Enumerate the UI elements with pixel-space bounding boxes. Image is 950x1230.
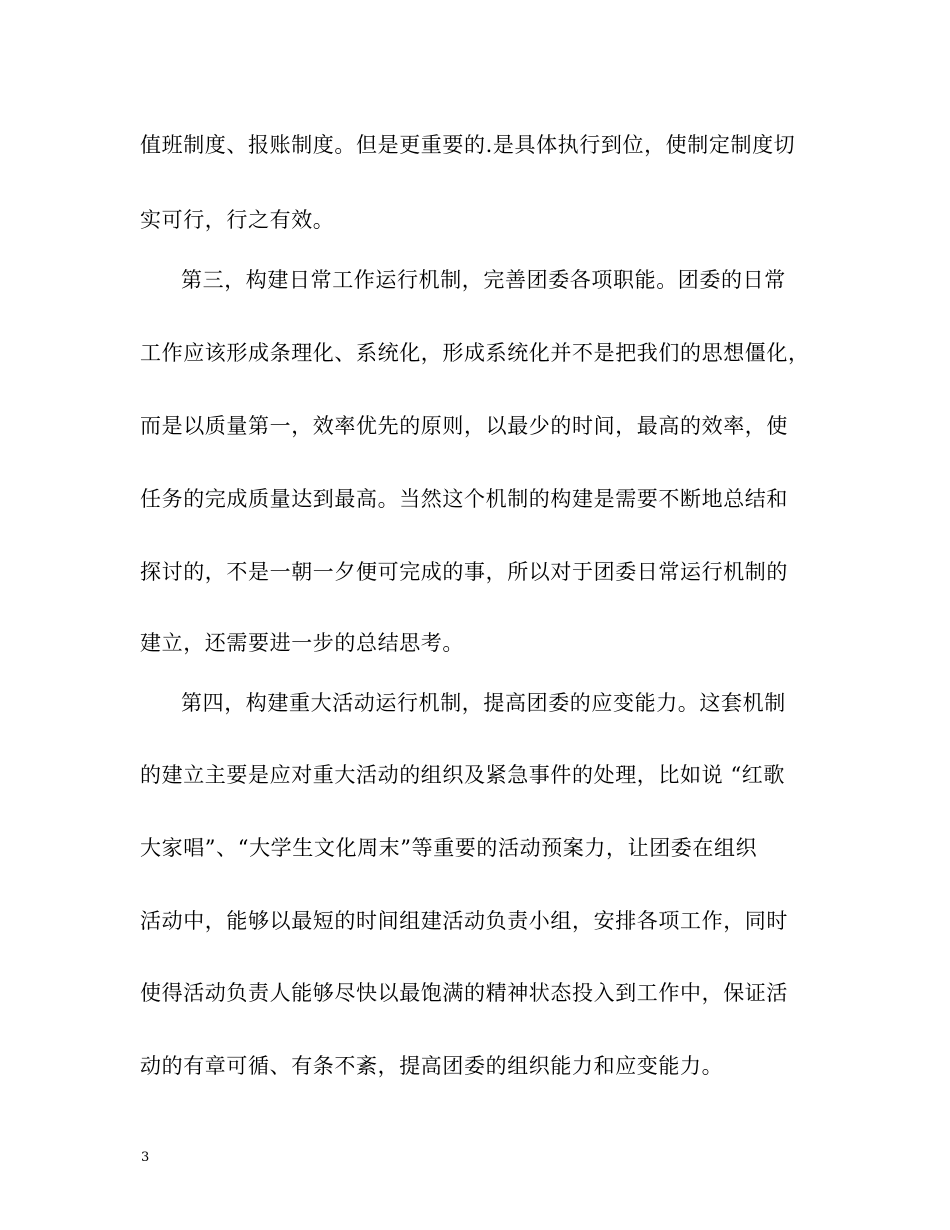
paragraph-line: 而是以质量第一，效率优先的原则，以最少的时间，最高的效率，使 <box>140 414 788 438</box>
paragraph-line: 第四，构建重大活动运行机制，提高团委的应变能力。这套机制 <box>181 691 786 715</box>
paragraph-line: 工作应该形成条理化、系统化，形成系统化并不是把我们的思想僵化， <box>140 341 810 365</box>
paragraph-line: 动的有章可循、有条不紊，提高团委的组织能力和应变能力。 <box>140 1054 724 1078</box>
paragraph-line: 第三，构建日常工作运行机制，完善团委各项职能。团委的日常 <box>181 268 786 292</box>
paragraph-line: 任务的完成质量达到最高。当然这个机制的构建是需要不断地总结和 <box>140 487 788 511</box>
paragraph-line: 探讨的，不是一朝一夕便可完成的事，所以对于团委日常运行机制的 <box>140 560 788 584</box>
paragraph-line: 值班制度、报账制度。但是更重要的.是具体执行到位，使制定制度切 <box>140 133 796 157</box>
paragraph-line: 大家唱”、“大学生文化周末”等重要的活动预案力，让团委在组织 <box>140 836 758 860</box>
paragraph-line: 的建立主要是应对重大活动的组织及紧急事件的处理，比如说 “红歌 <box>140 763 786 787</box>
paragraph-line: 建立，还需要进一步的总结思考。 <box>140 631 464 655</box>
paragraph-line: 实可行，行之有效。 <box>140 208 335 232</box>
paragraph-line: 使得活动负责人能够尽快以最饱满的精神状态投入到工作中，保证活 <box>140 981 788 1005</box>
paragraph-line: 活动中，能够以最短的时间组建活动负责小组，安排各项工作，同时 <box>140 909 788 933</box>
page-number: 3 <box>141 1150 150 1165</box>
